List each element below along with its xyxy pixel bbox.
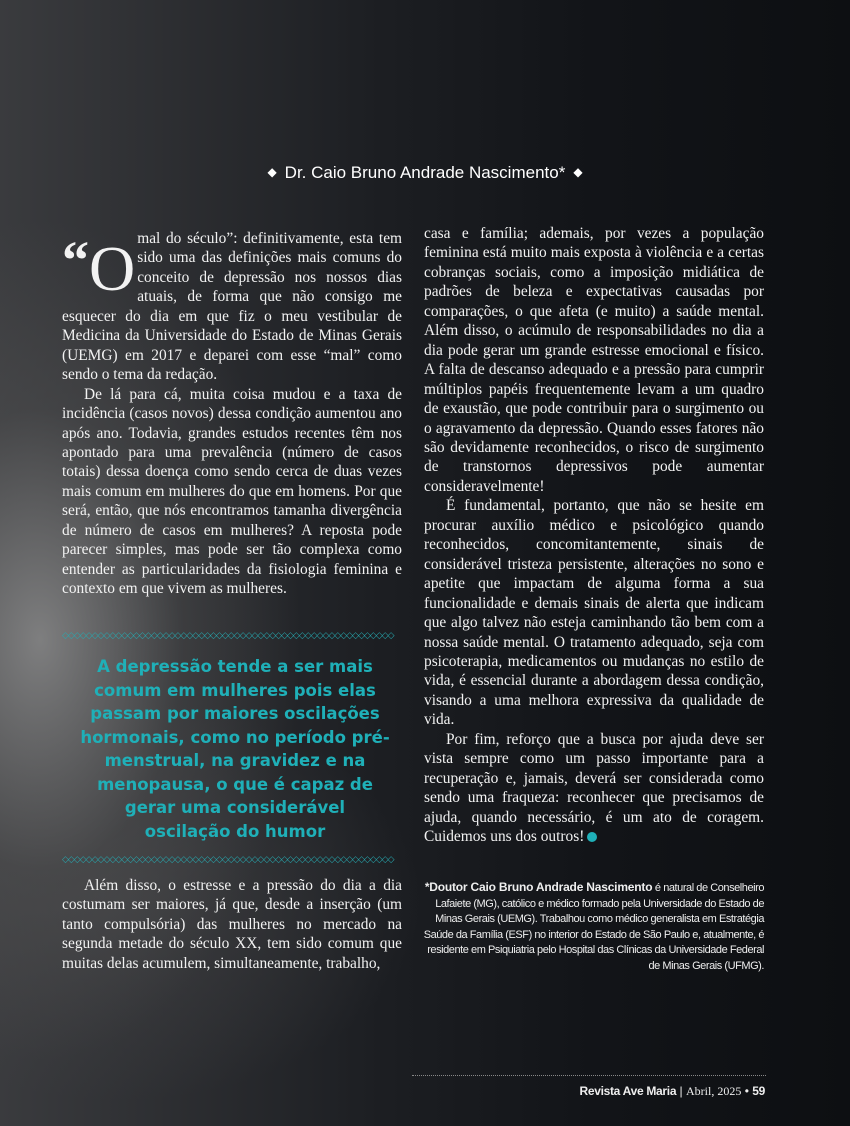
pull-quote: A depressão tende a ser mais comum em mulheres pois elas passam por maiores oscilações hormonais, como no período pré-menstrual, na gravidez e na menopausa, o que é capaz de gerar uma considerável oscilação do humor — [80, 657, 390, 841]
author-bio — [420, 880, 764, 975]
end-mark-icon — [587, 832, 597, 842]
ornamental-divider: ◇◇◇◇◇◇◇◇◇◇◇◇◇◇◇◇◇◇◇◇◇◇◇◇◇◇◇◇◇◇◇◇◇◇◇◇◇◇◇◇◇◇◇◇◇◇◇◇◇◇◇◇◇◇◇◇ — [62, 632, 394, 640]
edition-date: Abril, 2025 — [686, 1084, 742, 1098]
paragraph-intro — [62, 229, 402, 385]
bio-name: *Doutor Caio Bruno Andrade Nascimento — [424, 880, 653, 894]
magazine-name: Revista Ave Maria — [579, 1084, 677, 1098]
page-footer — [579, 1084, 765, 1099]
quote-mark: “ — [62, 230, 89, 290]
bio-text: é natural de Conselheiro Lafaiete (MG), católico e médico formado pela Universidade do Estado de Minas Gerais (UEMG). Trabalhou como médico generalista em Estratégia Saúde da Família (ESF) no interior do Estado de São Paulo e, atualmente, é residente em Psiquiatria pelo Hospital das Clínicas da Universidade Federal de Minas Gerais (UFMG). — [423, 882, 764, 972]
article-column-left-bottom — [62, 876, 402, 973]
ornamental-divider: ◇◇◇◇◇◇◇◇◇◇◇◇◇◇◇◇◇◇◇◇◇◇◇◇◇◇◇◇◇◇◇◇◇◇◇◇◇◇◇◇◇◇◇◇◇◇◇◇◇◇◇◇◇◇◇◇ — [62, 856, 394, 864]
author-byline — [0, 163, 850, 183]
article-column-right — [424, 224, 764, 847]
page-number: 59 — [752, 1084, 765, 1098]
footer-bullet: • — [744, 1084, 749, 1098]
article-column-left-top — [62, 229, 402, 599]
paragraph-text: mal do século”: definitivamente, esta tem sido uma das definições mais comuns do conceito de depressão nos nossos dias atuais, de forma que não consigo me esquecer do dia em que fiz o meu vestibular de Medicina da Universidade do Estado de Minas Gerais (UEMG) em 2017 e deparei com esse “mal” como sendo o tema da redação. — [62, 230, 402, 384]
paragraph: Além disso, o estresse e a pressão do dia a dia costumam ser maiores, já que, desde a inserção (um tanto compulsória) das mulheres no mercado na segunda metade do século XX, tem sido comum que muitas delas acumulem, simultaneamente, trabalho, — [62, 877, 402, 972]
paragraph: É fundamental, portanto, que não se hesite em procurar auxílio médico e psicológico quando reconhecidos, concomitantemente, sinais de considerável tristeza persistente, alterações no sono e apetite que impactam de alguma forma a sua funcionalidade e demais sinais de alerta que indicam que algo talvez não esteja caminhando tão bem com a nossa saúde mental. O tratamento adequado, seja com psicoterapia, medicamentos ou mudanças no estilo de vida, é essencial durante a abordagem dessa condição, visando a uma melhora expressiva da qualidade de vida. — [424, 497, 764, 729]
footer-separator: | — [679, 1084, 683, 1098]
paragraph-closing — [424, 730, 764, 847]
paragraph: De lá para cá, muita coisa mudou e a taxa de incidência (casos novos) dessa condição aumentou ano após ano. Todavia, grandes estudos recentes têm nos apontado para uma prevalência (número de casos totais) dessa doença como sendo cerca de duas vezes mais comum em mulheres do que em homens. Por que será, então, que nós encontramos tamanha divergência de número de casos em mulheres? A reposta pode parecer simples, mas pode ser tão complexa como entender as particularidades da fisiologia feminina e contexto em que vivem as mulheres. — [62, 385, 402, 598]
diamond-icon: ◆ — [573, 165, 583, 179]
footer-divider — [412, 1075, 766, 1076]
paragraph-text: Por fim, reforço que a busca por ajuda deve ser vista sempre como um passo importante para a recuperação e, jamais, deverá ser considerada como sendo uma fraqueza: reconhecer que precisamos de ajuda, quando necessário, é um ato de coragem. Cuidemos uns dos outros! — [424, 730, 764, 846]
diamond-icon: ◆ — [267, 165, 277, 179]
paragraph: casa e família; ademais, por vezes a população feminina está muito mais exposta à violência e a certas cobranças sociais, como a imposição midiática de padrões de beleza e expectativas causadas por comparações, o que afeta (e muito) a saúde mental. Além disso, o acúmulo de responsabilidades no dia a dia pode gerar um grande estresse emocional e físico. A falta de descanso adequado e a pressão para cumprir múltiplos papéis frequentemente levam a um quadro de exaustão, que pode contribuir para o surgimento ou o agravamento da depressão. Quando esses fatores não são devidamente reconhecidos, o risco de surgimento de transtornos depressivos pode aumentar consideravelmente! — [424, 225, 764, 495]
author-name: Dr. Caio Bruno Andrade Nascimento* — [284, 163, 566, 182]
drop-cap-letter: O — [89, 233, 136, 304]
drop-cap — [62, 230, 136, 304]
